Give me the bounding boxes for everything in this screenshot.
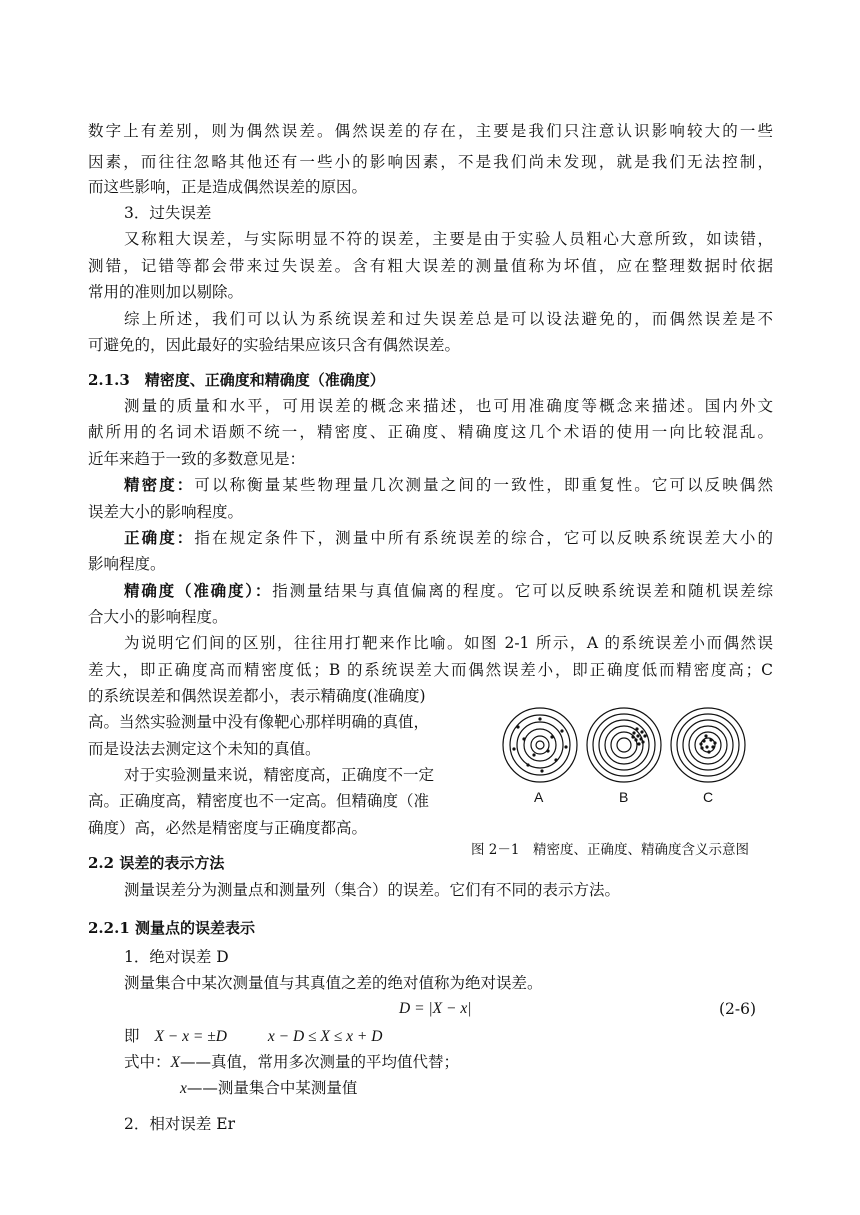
definition-line: 误差大小的影响程度。 bbox=[88, 503, 244, 521]
paragraph-line: 又称粗大误差，与实际明显不符的误差，主要是由于实验人员粗心大意所致，如读错， bbox=[124, 230, 773, 248]
equation-number: (2-6) bbox=[719, 1000, 757, 1018]
where-line bbox=[124, 1052, 459, 1073]
equation-prefix: 即 bbox=[124, 1027, 140, 1045]
paragraph-line: 可避免的，因此最好的实验结果应该只含有偶然误差。 bbox=[88, 336, 461, 354]
where-prefix: 式中： bbox=[124, 1053, 171, 1071]
paragraph-line: 献所用的名词术语颇不统一，精密度、正确度、精确度这几个术语的使用一向比较混乱。 bbox=[88, 423, 773, 441]
paragraph-line: 测错，记错等都会带来过失误差。含有粗大误差的测量值称为坏值，应在整理数据时依据 bbox=[88, 257, 773, 275]
definition-term: 精密度： bbox=[124, 475, 195, 494]
figure-caption: 图 2－1 精密度、正确度、精确度含义示意图 bbox=[471, 842, 749, 858]
paragraph-line: 对于实验测量来说，精密度高，正确度不一定 bbox=[124, 766, 435, 784]
target-figure bbox=[498, 705, 768, 805]
target-b bbox=[587, 708, 661, 782]
section-heading: 2.2 误差的表示方法 bbox=[88, 854, 225, 872]
target-label-b: B bbox=[619, 789, 629, 805]
symbol: X bbox=[170, 1054, 180, 1071]
paragraph-line: 差大，即正确度高而精密度低；B 的系统误差大而偶然误差小，即正确度低而精密度高；C bbox=[88, 661, 773, 679]
paragraph-line: 的系统误差和偶然误差都小，表示精确度(准确度) bbox=[88, 687, 426, 705]
equation-a: X − x = ±D bbox=[154, 1028, 227, 1045]
target-diagram bbox=[498, 705, 768, 785]
target-c bbox=[671, 708, 745, 782]
paragraph-line: 常用的准则加以剔除。 bbox=[88, 283, 244, 301]
symbol-description: ——测量集合中某测量值 bbox=[186, 1079, 358, 1097]
subsection-heading: 2.2.1 测量点的误差表示 bbox=[88, 919, 255, 937]
definition-term: 正确度： bbox=[124, 528, 195, 547]
paragraph-line: 数字上有差别，则为偶然误差。偶然误差的存在，主要是我们只注意认识影响较大的一些 bbox=[88, 122, 773, 140]
paragraph-line: 确度）高，必然是精密度与正确度都高。 bbox=[88, 819, 368, 837]
definition-line bbox=[124, 581, 773, 601]
list-item-heading: 3．过失误差 bbox=[124, 204, 212, 222]
where-line bbox=[180, 1078, 357, 1099]
paragraph-line: 高。当然实验测量中没有像靶心那样明确的真值， bbox=[88, 713, 430, 731]
definition-line: 影响程度。 bbox=[88, 555, 166, 573]
definition-term: 精确度（准确度）： bbox=[124, 581, 273, 600]
list-item-heading: 2．相对误差 Er bbox=[124, 1115, 236, 1133]
definition-text: 可以称衡量某些物理量几次测量之间的一致性，即重复性。它可以反映偶然 bbox=[194, 476, 773, 494]
target-label-a: A bbox=[534, 789, 544, 805]
paragraph-line: 综上所述，我们可以认为系统误差和过失误差总是可以设法避免的，而偶然误差是不 bbox=[124, 310, 773, 328]
definition-line bbox=[124, 528, 773, 548]
definition-text: 指测量结果与真值偏离的程度。它可以反映系统误差和随机误差综 bbox=[272, 582, 773, 600]
equation-line bbox=[124, 1026, 382, 1047]
paragraph-line: 高。正确度高，精密度也不一定高。但精确度（准 bbox=[88, 792, 430, 810]
section-heading: 2.1.3 精密度、正确度和精确度（准确度） bbox=[88, 371, 385, 389]
symbol: x bbox=[180, 1080, 187, 1097]
paragraph-line: 测量集合中某次测量值与其真值之差的绝对值称为绝对误差。 bbox=[124, 974, 543, 992]
paragraph-line: 而是设法去测定这个未知的真值。 bbox=[88, 740, 321, 758]
paragraph-line: 因素，而往往忽略其他还有一些小的影响因素，不是我们尚未发现，就是我们无法控制， bbox=[88, 153, 773, 171]
paragraph-line: 而这些影响，正是造成偶然误差的原因。 bbox=[88, 178, 368, 196]
list-item-heading: 1．绝对误差 D bbox=[124, 948, 229, 966]
symbol-description: ——真值，常用多次测量的平均值代替； bbox=[179, 1053, 459, 1071]
paragraph-line: 近年来趋于一致的多数意见是： bbox=[88, 450, 306, 468]
target-label-c: C bbox=[703, 789, 714, 805]
definition-line: 合大小的影响程度。 bbox=[88, 608, 228, 626]
paragraph-line: 测量误差分为测量点和测量列（集合）的误差。它们有不同的表示方法。 bbox=[124, 881, 621, 899]
definition-line bbox=[124, 475, 773, 495]
equation: D = |X − x| bbox=[399, 1000, 472, 1017]
equation-b: x − D ≤ X ≤ x + D bbox=[267, 1028, 383, 1045]
paragraph-line: 测量的质量和水平，可用误差的概念来描述，也可用准确度等概念来描述。国内外文 bbox=[124, 397, 773, 415]
paragraph-line: 为说明它们间的区别，往往用打靶来作比喻。如图 2-1 所示，A 的系统误差小而偶然误 bbox=[124, 634, 773, 652]
target-a bbox=[503, 708, 577, 782]
definition-text: 指在规定条件下，测量中所有系统误差的综合，它可以反映系统误差大小的 bbox=[194, 529, 773, 547]
